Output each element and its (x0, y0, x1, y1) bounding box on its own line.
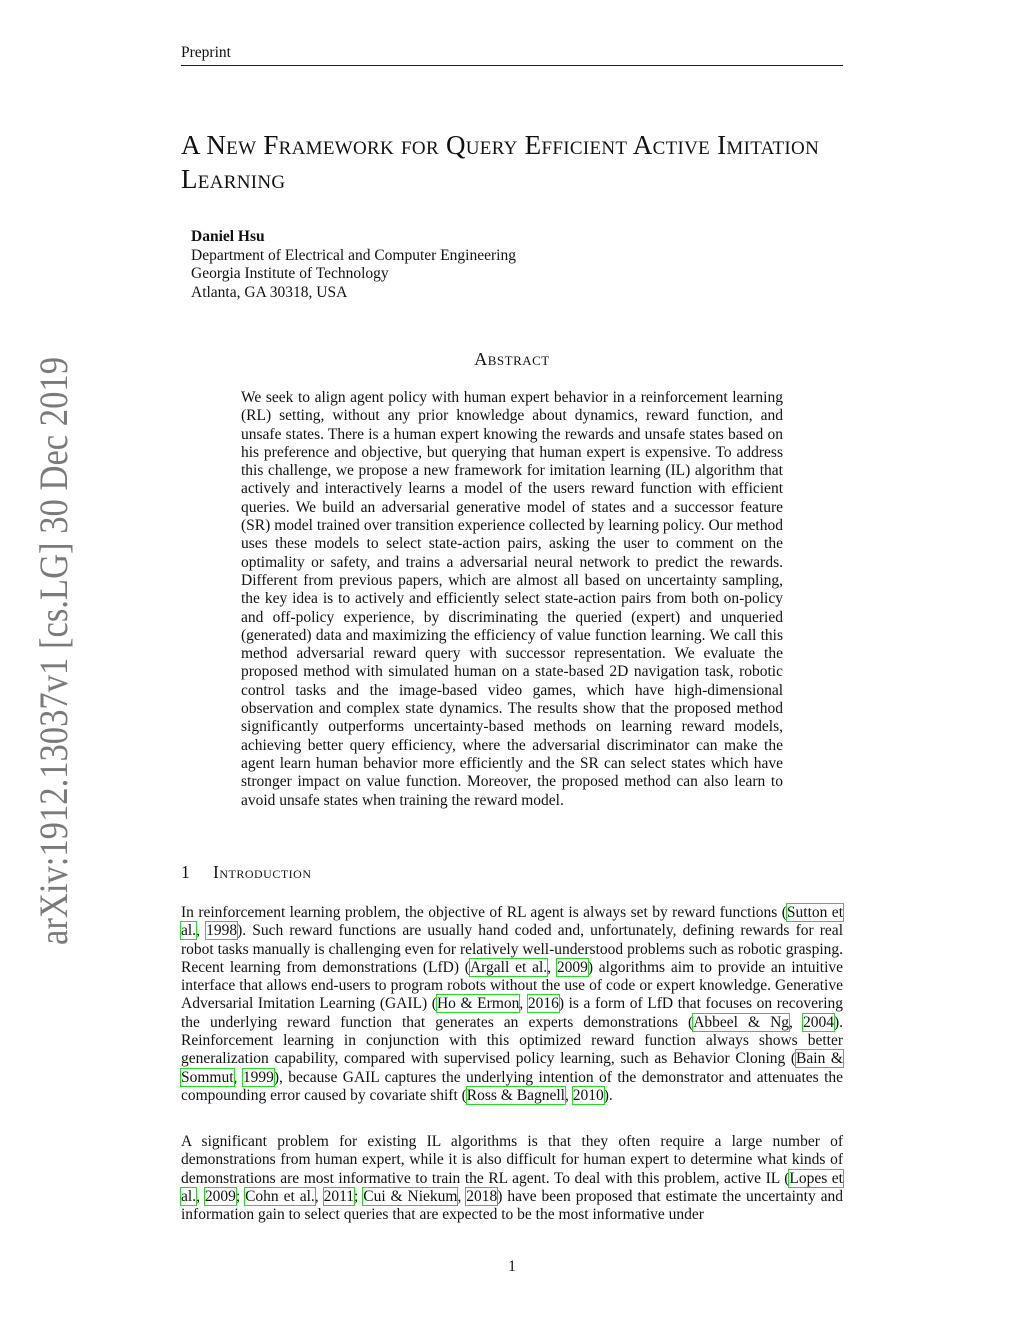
citation-link[interactable]: 2009 (204, 1187, 236, 1205)
text-run: ) have been proposed that estimate the uncertainty and information gain to select queries that are expected to be the most informative under (181, 1187, 844, 1224)
arxiv-sidebar (5, 355, 95, 945)
abstract-heading: Abstract (474, 349, 550, 369)
citation-link[interactable]: Sutton et al. (181, 904, 843, 940)
text-run: A significant problem for existing IL algorithms is that they often require a large number of demonstrations from human expert, while it is also difficult for human expert to determine what kinds of demonstrations are most informative to train the RL agent. To deal with this problem, active IL ( (181, 1133, 843, 1187)
text-run: , (564, 1086, 573, 1104)
citation-link[interactable]: 2009 (556, 958, 588, 976)
section-number: 1 (181, 862, 190, 882)
text-run: ), because GAIL captures the underlying intention of the demonstrator and attenuates the compounding error caused by covariate shift ( (181, 1068, 844, 1104)
citation-link[interactable]: Cohn et al. (245, 1187, 315, 1205)
text-run: , (196, 922, 207, 940)
section-title: Introduction (213, 862, 312, 882)
author-department: Department of Electrical and Computer Engineering (191, 246, 516, 264)
citation-link[interactable]: Ho & Ermon (436, 995, 520, 1013)
text-run: ). (603, 1086, 613, 1104)
text-run: , (519, 995, 528, 1013)
citation-link[interactable]: 2016 (527, 995, 559, 1013)
author-address: Atlanta, GA 30318, USA (191, 283, 348, 301)
text-run: , (196, 1187, 205, 1205)
citation-link[interactable]: 1998 (206, 922, 238, 940)
citation-link[interactable]: Cui & Niekum (363, 1187, 458, 1205)
text-run: In reinforcement learning problem, the objective of RL agent is always set by reward functions ( (181, 904, 787, 921)
text-run: , (547, 958, 557, 976)
intro-paragraph-1 (181, 904, 843, 1105)
text-run: ; (354, 1187, 364, 1205)
author-name: Daniel Hsu (191, 228, 265, 245)
citation-link[interactable]: Ross & Bagnell (466, 1086, 565, 1104)
author-block (191, 228, 516, 302)
citation-link[interactable]: Bain & Sommut (181, 1050, 843, 1086)
citation-link[interactable]: Abbeel & Ng (693, 1013, 790, 1031)
running-header: Preprint (181, 44, 843, 66)
author-institution: Georgia Institute of Technology (191, 265, 389, 282)
intro-paragraph-2 (181, 1133, 843, 1224)
text-run: ). Reinforcement learning in conjunction with this optimized reward function always shows better generalization capability, compared with supervised policy learning, such as Behavior Cloning ( (181, 1013, 844, 1068)
text-run: ) is a form of LfD that focuses on recovering the underlying reward function that generates an experts demonstrations ( (181, 995, 844, 1031)
paper-title: A New Framework for Query Efficient Active Imitation Learning (181, 130, 820, 194)
text-run: ). Such reward functions are usually hand coded and, unfortunately, defining rewards for real robot tasks manually is challenging even for relatively well-understood problems such as robotic grasping. Recent learning from demonstrations (LfD) ( (181, 922, 843, 976)
text-run: , (789, 1013, 803, 1031)
page-number: 1 (508, 1258, 516, 1275)
text-run: , (457, 1187, 467, 1205)
abstract-text: We seek to align agent policy with human expert behavior in a reinforcement learning (RL) setting, without any prior knowledge about dynamics, reward function, and unsafe states. There is a human expert knowing the rewards and unsafe states based on his preference and objective, but querying that human expert is expensive. To address this challenge, we propose a new framework for imitation learning (IL) algorithm that actively and interactively learns a model of the users reward function with efficient queries. We build an adversarial generative model of states and a successor feature (SR) model trained over transition experience collected by learning policy. Our method uses these models to select state-action pairs, asking the user to comment on the optimality or safety, and trains a adversarial neural network to predict the rewards. Different from previous papers, which are almost all based on uncertainty sampling, the key idea is to actively and efficiently select state-action pairs from both on-policy and off-policy experience, by discriminating the queried (expert) and unqueried (generated) data and maximizing the efficiency of value function learning. We call this method adversarial reward query with successor representation. We evaluate the proposed method with simulated human on a state-based 2D navigation task, robotic control tasks and the image-based video games, which have high-dimensional observation and complex state dynamics. The results show that the proposed method significantly outperforms uncertainty-based methods on learning reward models, achieving better query efficiency, where the adversarial discriminator can make the agent learn human behavior more efficiently and the SR can select states which have stronger impact on value function. Moreover, the proposed method can also learn to avoid unsafe states when training the reward model. (241, 389, 783, 809)
text-run: ) algorithms aim to provide an intuitive interface that allows end-users to program robots without the use of code or expert knowledge. Generative Adversarial Imitation Learning (GAIL) ( (181, 958, 844, 1013)
section-heading (181, 862, 312, 883)
citation-link[interactable]: 2004 (802, 1013, 834, 1031)
arxiv-stamp (5, 355, 95, 945)
citation-link[interactable]: 2011 (323, 1187, 354, 1205)
citation-link[interactable]: Argall et al. (469, 958, 548, 976)
citation-link[interactable]: Lopes et al. (181, 1169, 843, 1205)
citation-link[interactable]: 2010 (572, 1086, 604, 1104)
citation-link[interactable]: 1999 (242, 1068, 274, 1086)
citation-link[interactable]: 2018 (466, 1187, 498, 1205)
text-run: , (314, 1187, 324, 1205)
text-run: , (233, 1068, 243, 1086)
text-run: ; (235, 1187, 246, 1205)
arxiv-id: arXiv:1912.13037v1 [cs.LG] 30 Dec 2019 (31, 355, 76, 945)
